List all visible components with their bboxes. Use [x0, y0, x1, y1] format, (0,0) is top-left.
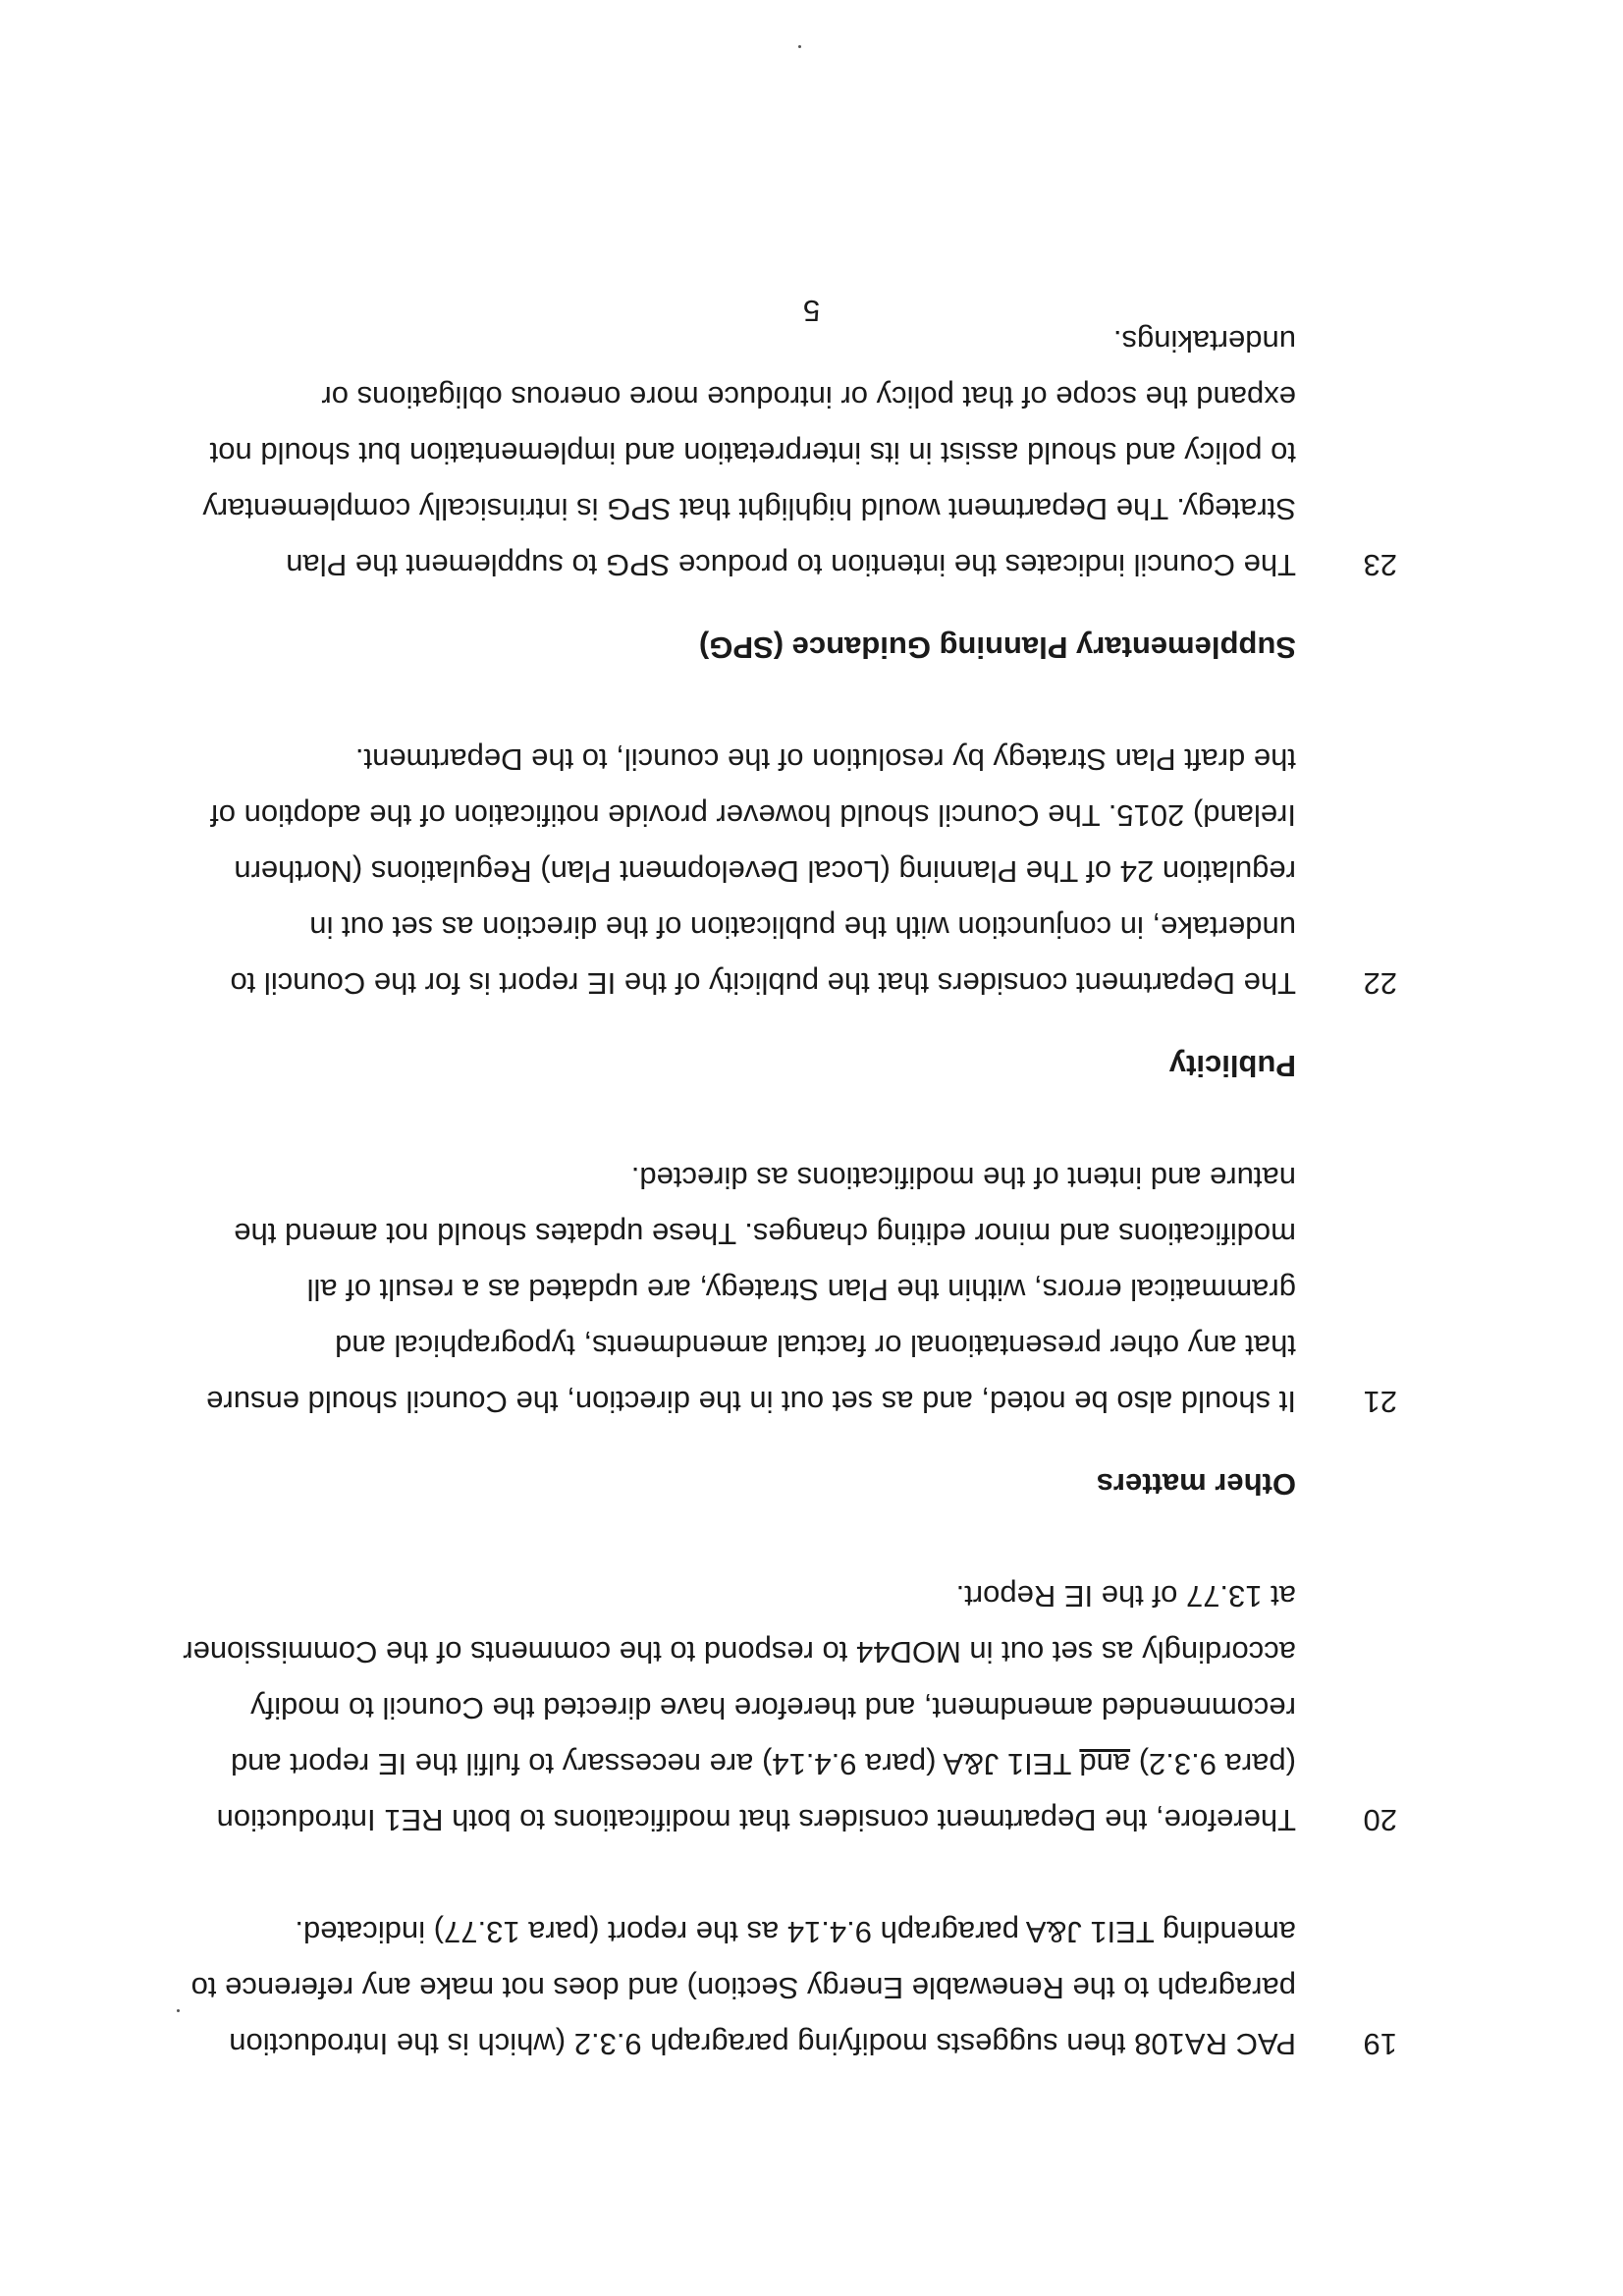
text-line: amending TEI1 J&A paragraph 9.4.14 as the report (para 13.77) indicated.: [295, 1915, 1296, 1949]
text-line: The Council indicates the intention to produce SPG to supplement the Plan: [286, 548, 1296, 582]
text-line: that any other presentational or factual amendments, typographical and: [335, 1329, 1296, 1363]
text-line: paragraph to the Renewable Energy Section) and does not make any reference to: [190, 1971, 1296, 2005]
text-line: Strategy. The Department would highlight that SPG is intrinsically complementary: [202, 492, 1296, 526]
heading-spg: Supplementary Planning Guidance (SPG): [698, 630, 1296, 665]
text-line: regulation 24 of The Planning (Local Development Plan) Regulations (Northern: [234, 854, 1296, 889]
text-line: to policy and should assist in its interpretation and implementation but should not: [209, 436, 1296, 470]
paragraph-number: 19: [1363, 2027, 1397, 2061]
page-number: 5: [802, 294, 821, 328]
scan-speck: [798, 45, 801, 48]
text-line: undertake, in conjunction with the publication of the direction as set out in: [309, 910, 1296, 945]
text-line: The Department considers that the publicity of the IE report is for the Council to: [230, 966, 1296, 1001]
text-line: It should also be noted, and as set out in the direction, the Council should ensure: [206, 1385, 1296, 1419]
paragraph-19: [190, 1904, 1397, 2072]
paragraph-number: 23: [1363, 548, 1397, 582]
text-line: expand the scope of that policy or introduce more onerous obligations or: [321, 380, 1296, 414]
text-line: accordingly as set out in MOD44 to respond to the comments of the Commissioner: [183, 1635, 1296, 1669]
paragraph-20: [183, 1568, 1397, 1848]
paragraph-number: 20: [1363, 1803, 1397, 1837]
text-fragment: TEI1 J&A (para 9.4.14) are necessary to fulfil the IE report and: [230, 1747, 1080, 1781]
paragraph-number: 21: [1363, 1385, 1397, 1419]
text-line: Therefore, the Department considers that modifications to both RE1 Introduction: [216, 1803, 1296, 1837]
text-line: grammatical errors, within the Plan Strategy, are updated as a result of all: [306, 1273, 1296, 1307]
text-line: Ireland) 2015. The Council should however provide notification of the adoption of: [210, 798, 1296, 833]
paragraph-21: [206, 1150, 1397, 1430]
heading-other-matters: Other matters: [1096, 1467, 1296, 1502]
text-fragment: (para 9.3.2): [1130, 1747, 1296, 1781]
text-line: [229, 1736, 1296, 1792]
text-line: the draft Plan Strategy by resolution of the council, to the Department.: [354, 742, 1296, 777]
text-line: recommended amendment, and therefore have directed the Council to modify: [250, 1691, 1296, 1725]
paragraph-23: [202, 313, 1397, 593]
paragraph-number: 22: [1363, 966, 1397, 1001]
underlined-and: and: [1079, 1747, 1131, 1781]
text-line: nature and intent of the modifications as directed.: [630, 1161, 1296, 1195]
page-body: [183, 313, 1397, 2072]
text-line: undertakings.: [1112, 324, 1296, 358]
text-line: modifications and minor editing changes. These updates should not amend the: [234, 1217, 1296, 1251]
text-line: at 13.77 of the IE Report.: [955, 1579, 1296, 1613]
text-line: PAC RA108 then suggests modifying paragraph 9.3.2 (which is the Introduction: [229, 2027, 1296, 2061]
heading-publicity: Publicity: [1168, 1049, 1296, 1083]
scan-speck: [177, 2009, 180, 2012]
paragraph-22: [210, 732, 1397, 1011]
